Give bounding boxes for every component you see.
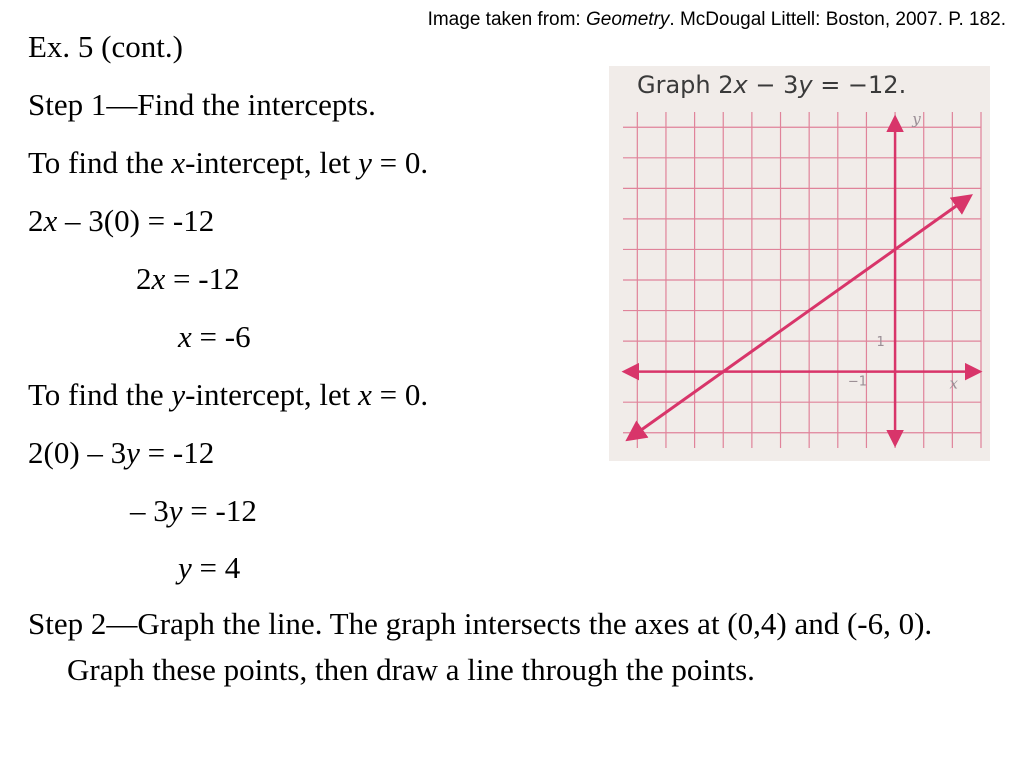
text: To find the [28,377,172,412]
text: = 0. [371,145,429,180]
credit-prefix: Image taken from: [427,9,586,30]
var-y: y [168,493,183,528]
text: = 0. [371,377,429,412]
text: = -12 [182,493,257,528]
text: 2 [136,261,152,296]
image-credit [428,9,1006,31]
graph-svg [609,66,990,461]
var-x: x [43,203,58,238]
x-intercept-instruction [28,145,428,181]
text: = -12 [165,261,240,296]
equation-y-result [178,550,240,586]
grid [623,112,981,448]
equation-substitute-y [28,203,214,239]
text: To find the [28,145,172,180]
text: -intercept, let [185,377,359,412]
var-x: x [178,319,192,354]
var-y: y [178,550,192,585]
text: = -6 [191,319,251,354]
y-intercept-instruction [28,377,428,413]
text: = -12 [139,435,215,470]
var-x: x [151,261,166,296]
textbook-graph-image [609,66,990,461]
text: 2 [28,203,44,238]
var-x: x [358,377,372,412]
text: – 3 [130,493,169,528]
graph-title: Graph 2x − 3y = −12. [637,71,907,99]
credit-book-title: Geometry [585,9,670,30]
var-y: y [126,435,140,470]
text: 2(0) – 3 [28,435,127,470]
step-2-paragraph: Step 2—Graph the line. The graph intersects the axes at (0,4) and (-6, 0). Graph these points, then draw a line through the points. [28,606,933,687]
x-tick-label: −1 [847,374,867,390]
text: -intercept, let [185,145,359,180]
equation-substitute-x [28,435,214,471]
text: – 3(0) = -12 [57,203,215,238]
equation-x-result [178,319,251,355]
var-y: y [171,377,186,412]
example-heading: Ex. 5 (cont.) [28,29,183,64]
text: = 4 [191,550,241,585]
y-tick-label: 1 [876,335,885,351]
equation-minus-3y [130,493,257,529]
credit-rest: . McDougal Littell: Boston, 2007. P. 182. [669,9,1006,30]
y-axis-label: y [912,110,921,129]
equation-2x [136,261,240,297]
var-y: y [358,145,372,180]
x-axis-label: x [949,374,958,393]
var-x: x [171,145,186,180]
step-1-heading: Step 1—Find the intercepts. [28,87,376,122]
